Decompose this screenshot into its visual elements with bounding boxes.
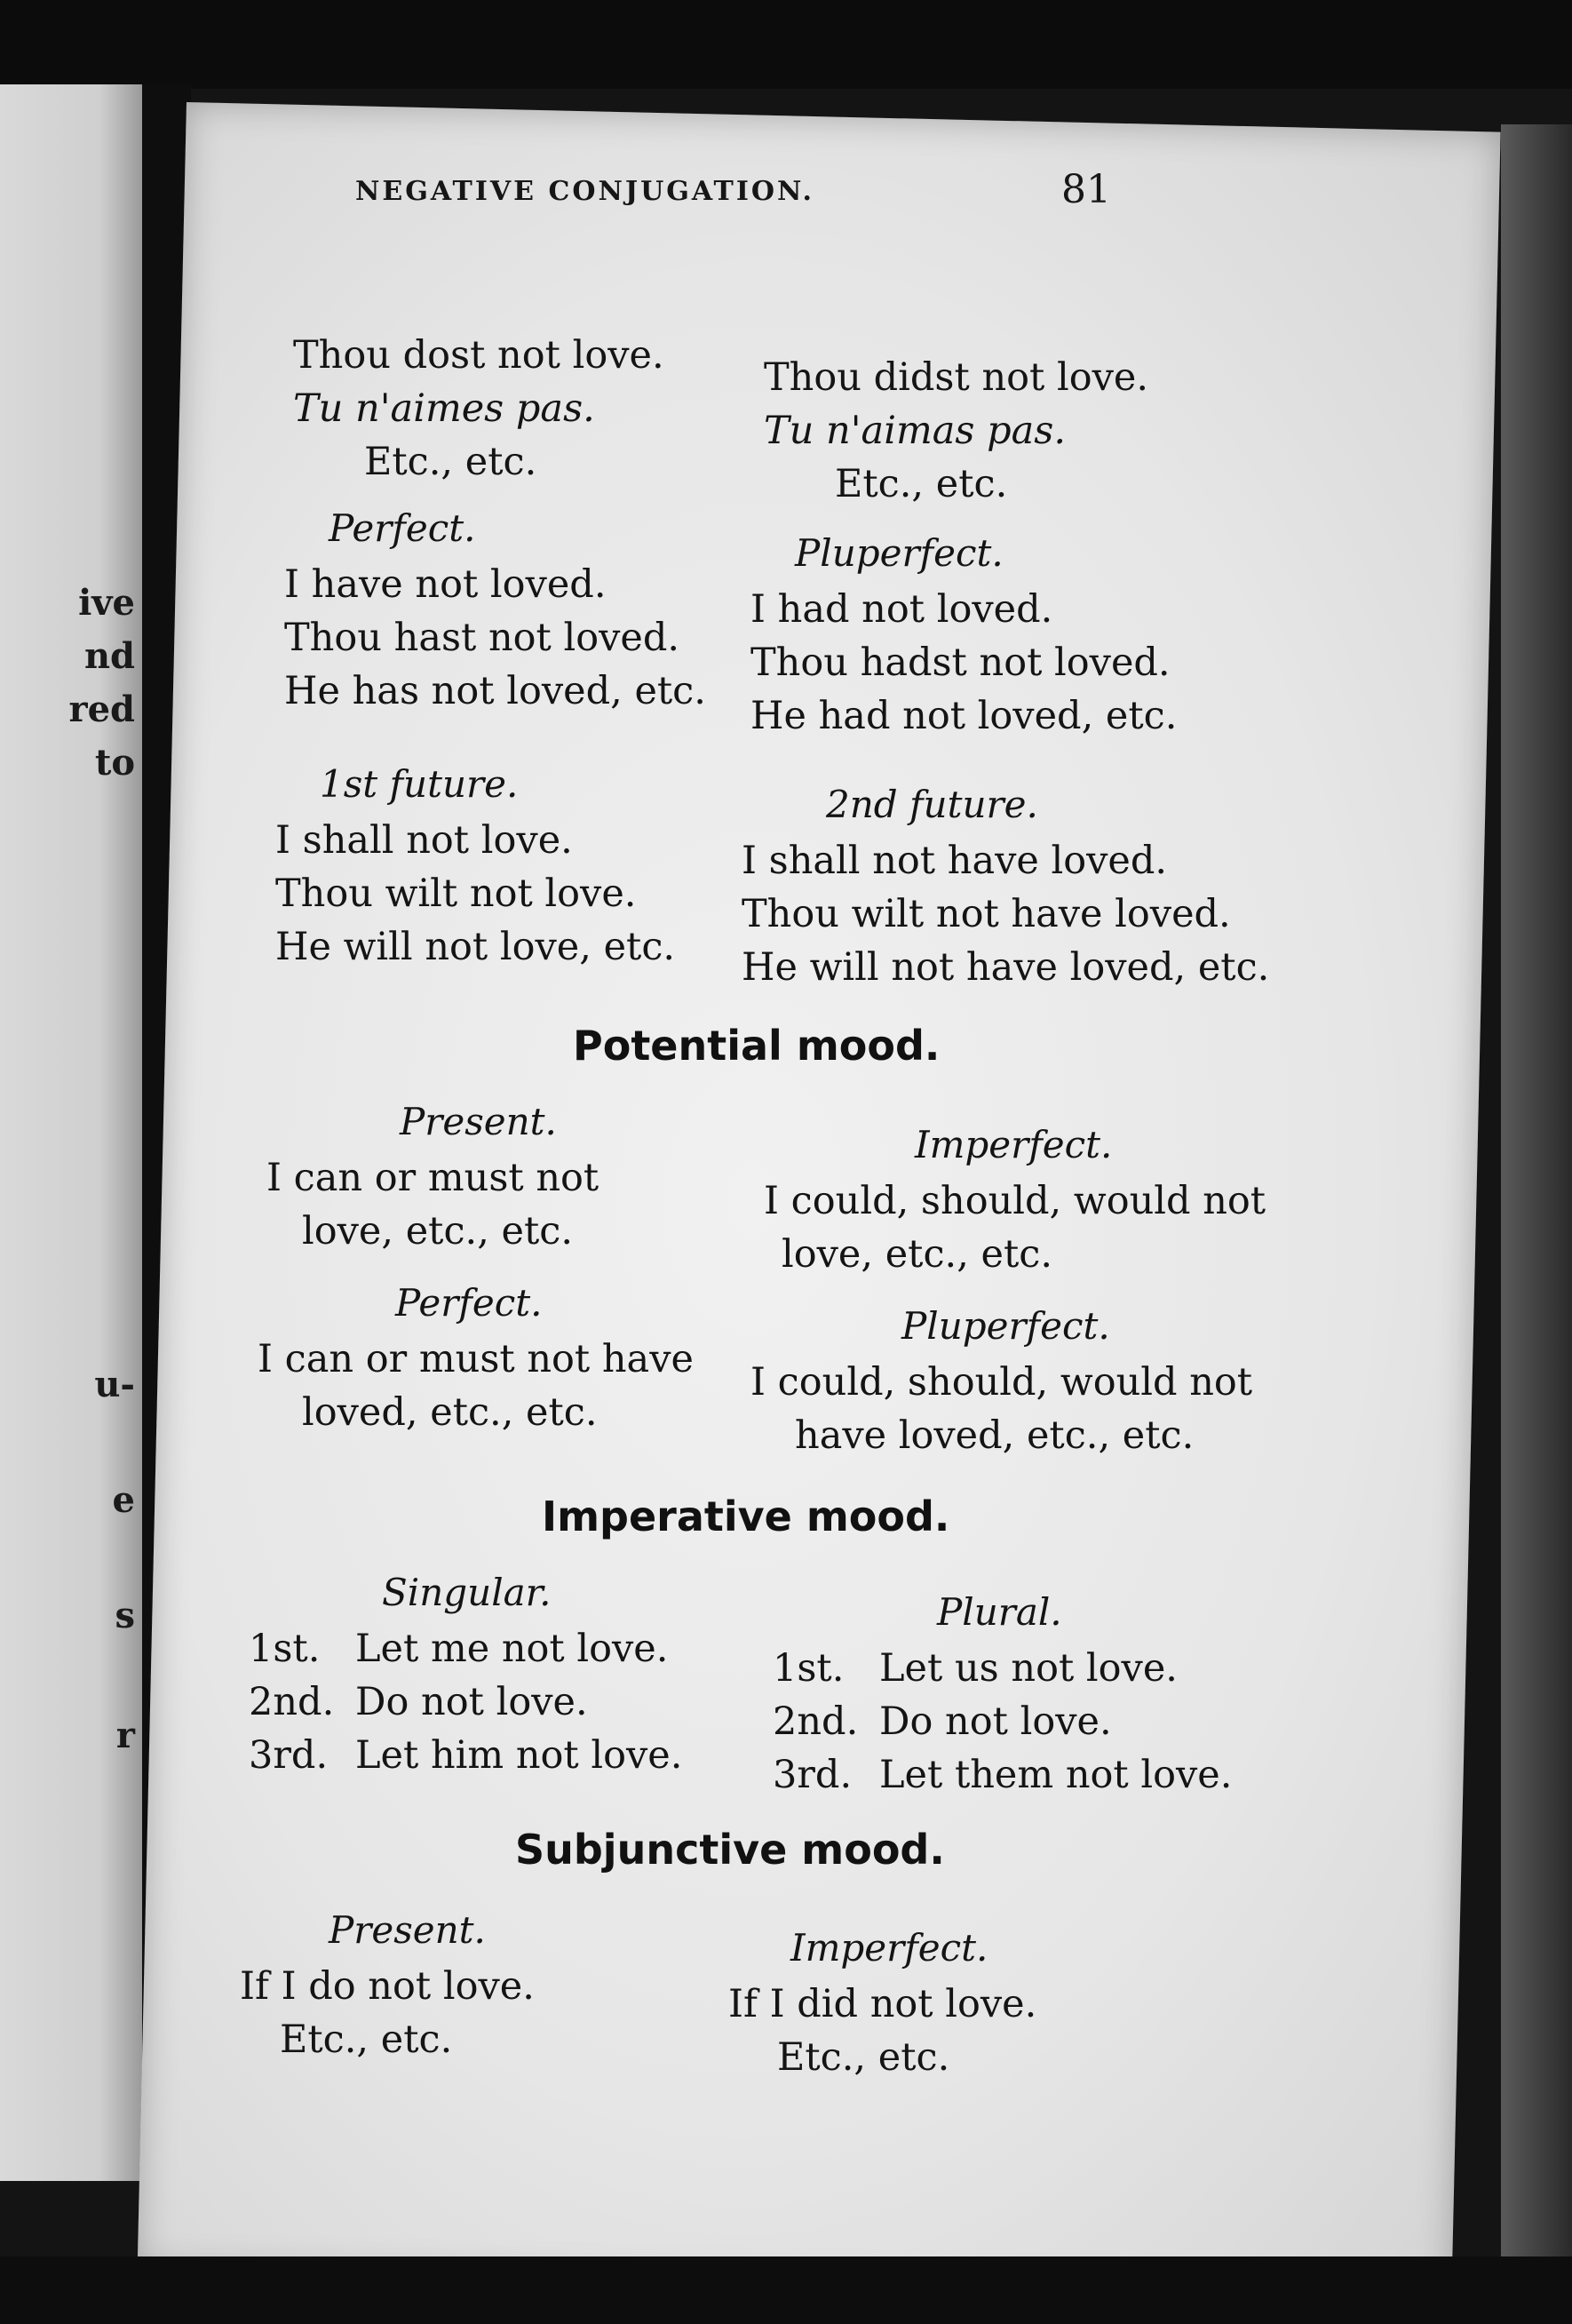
- person-number: 3rd.: [773, 1753, 853, 1797]
- tense-heading: 2nd future.: [826, 783, 1038, 826]
- scan-right-edge: [1501, 124, 1572, 2324]
- subjunctive-mood-heading: Subjunctive mood.: [515, 1826, 945, 1874]
- tense-heading: Present.: [400, 1100, 557, 1143]
- number-heading: Plural.: [937, 1590, 1062, 1634]
- facing-page-fragment: to: [94, 742, 135, 784]
- facing-page-fragment: r: [115, 1715, 135, 1756]
- potential-imperfect: [764, 1116, 1266, 1281]
- list-item: [773, 1748, 1232, 1802]
- french-line: Tu n'aimes pas.: [293, 386, 595, 431]
- facing-page-fragment: red: [68, 688, 135, 730]
- text-line: Thou hast not loved.: [284, 616, 680, 660]
- text-line: He will not love, etc.: [275, 925, 676, 969]
- text-line: He has not loved, etc.: [284, 669, 706, 713]
- imperative-mood-heading: Imperative mood.: [542, 1492, 950, 1540]
- page-number: 81: [1061, 167, 1111, 212]
- tense-heading: Imperfect.: [915, 1123, 1113, 1166]
- text-line: Thou wilt not love.: [275, 872, 637, 916]
- second-future-tense: [742, 776, 1269, 994]
- potential-perfect: [258, 1274, 694, 1439]
- tense-heading: Present.: [329, 1908, 486, 1952]
- text-line: If I do not love.: [240, 1964, 535, 2009]
- person-number: 2nd.: [249, 1680, 335, 1724]
- text-line: Etc., etc.: [835, 462, 1008, 506]
- text-line: Thou dost not love.: [293, 333, 664, 378]
- text-line: Etc., etc.: [777, 2035, 950, 2080]
- subjunctive-imperfect: [728, 1919, 1036, 2084]
- scan-bottom-border: [0, 2256, 1572, 2324]
- indicative-left-continuation: [293, 329, 664, 489]
- text-line: Thou hadst not loved.: [750, 641, 1171, 685]
- text-line: Do not love.: [355, 1680, 588, 1724]
- tense-heading: Perfect.: [329, 506, 476, 550]
- text-line: I could, should, would not: [750, 1360, 1253, 1405]
- imperative-singular: [249, 1564, 682, 1782]
- text-line: love, etc., etc.: [302, 1209, 574, 1254]
- text-line: Thou didst not love.: [764, 355, 1149, 400]
- subjunctive-present: [240, 1901, 535, 2066]
- text-line: Let him not love.: [355, 1733, 683, 1778]
- text-line: Etc., etc.: [364, 440, 537, 484]
- french-line: Tu n'aimas pas.: [764, 409, 1066, 453]
- person-number: 3rd.: [249, 1733, 329, 1778]
- text-line: I can or must not: [266, 1156, 599, 1200]
- text-line: I had not loved.: [750, 587, 1053, 632]
- facing-page-edge: [0, 84, 142, 2181]
- tense-heading: Imperfect.: [790, 1926, 988, 1970]
- text-line: Let us not love.: [879, 1646, 1178, 1691]
- list-item: [249, 1622, 682, 1675]
- text-line: He had not loved, etc.: [750, 694, 1178, 738]
- potential-present: [266, 1093, 599, 1258]
- text-line: If I did not love.: [728, 1982, 1037, 2026]
- person-number: 1st.: [773, 1646, 845, 1691]
- text-line: I can or must not have: [258, 1337, 694, 1381]
- list-item: [773, 1642, 1232, 1695]
- imperative-plural: [773, 1583, 1232, 1802]
- list-item: [773, 1695, 1232, 1748]
- scan-top-border: [0, 0, 1572, 89]
- list-item: [249, 1729, 682, 1782]
- text-line: I shall not love.: [275, 818, 573, 863]
- first-future-tense: [275, 755, 675, 974]
- indicative-right-continuation: [764, 351, 1148, 511]
- text-line: love, etc., etc.: [782, 1232, 1053, 1277]
- person-number: 2nd.: [773, 1699, 859, 1744]
- facing-page-fragment: u-: [94, 1364, 135, 1405]
- tense-heading: Perfect.: [395, 1281, 543, 1325]
- text-line: I could, should, would not: [764, 1179, 1266, 1223]
- text-line: have loved, etc., etc.: [795, 1413, 1195, 1458]
- text-line: I have not loved.: [284, 562, 607, 607]
- text-line: I shall not have loved.: [742, 839, 1168, 883]
- facing-page-fragment: s: [115, 1595, 135, 1636]
- text-line: Let them not love.: [879, 1753, 1233, 1797]
- list-item: [249, 1675, 682, 1729]
- tense-heading: 1st future.: [320, 762, 519, 806]
- perfect-tense: [284, 499, 706, 718]
- tense-heading: Pluperfect.: [795, 531, 1004, 575]
- text-line: Let me not love.: [355, 1627, 669, 1671]
- facing-page-fragment: nd: [83, 635, 135, 677]
- text-line: Etc., etc.: [280, 2018, 453, 2062]
- pluperfect-tense: [750, 524, 1177, 743]
- potential-mood-heading: Potential mood.: [573, 1022, 941, 1070]
- person-number: 1st.: [249, 1627, 321, 1671]
- text-line: Do not love.: [879, 1699, 1112, 1744]
- tense-heading: Pluperfect.: [901, 1304, 1110, 1348]
- facing-page-fragment: ive: [78, 582, 135, 624]
- number-heading: Singular.: [382, 1571, 552, 1614]
- facing-page-fragment: e: [112, 1479, 135, 1521]
- text-line: loved, etc., etc.: [302, 1390, 598, 1435]
- potential-pluperfect: [750, 1297, 1252, 1462]
- running-head: NEGATIVE CONJUGATION.: [355, 176, 814, 207]
- text-line: He will not have loved, etc.: [742, 945, 1270, 990]
- text-line: Thou wilt not have loved.: [742, 892, 1231, 936]
